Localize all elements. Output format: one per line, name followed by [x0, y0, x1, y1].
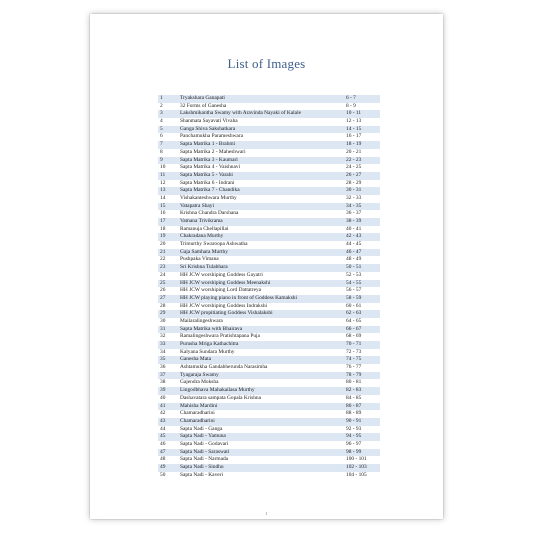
image-number: 45: [160, 433, 166, 440]
image-title: Chakradana Murthy: [180, 233, 224, 240]
image-title: Sapta Matrika with Bhairava: [180, 325, 243, 332]
image-number: 30: [160, 317, 166, 324]
image-number: 50: [160, 471, 166, 478]
table-row: [158, 318, 380, 326]
image-number: 2: [160, 102, 163, 109]
image-number: 46: [160, 440, 166, 447]
image-number: 41: [160, 402, 166, 409]
image-number: 9: [160, 156, 163, 163]
table-row: [158, 256, 380, 264]
image-pages: 40 - 41: [346, 225, 362, 232]
table-row: [158, 249, 380, 257]
image-title: Sapta Matrika 2 - Maheshwari: [180, 148, 246, 155]
table-row: [158, 157, 380, 165]
image-title: Ganesha Mata: [180, 356, 211, 363]
table-row: [158, 172, 380, 180]
image-number: 15: [160, 202, 166, 209]
image-pages: 42 - 43: [346, 233, 362, 240]
image-title: Sapta Nadi - Godavari: [180, 440, 229, 447]
image-number: 10: [160, 164, 166, 171]
image-pages: 82 - 83: [346, 387, 362, 394]
image-pages: 100 - 101: [346, 456, 367, 463]
table-row: [158, 472, 380, 480]
table-row: [158, 126, 380, 134]
image-pages: 78 - 79: [346, 371, 362, 378]
image-title: Mailaralingeshwara: [180, 317, 223, 324]
table-row: [158, 195, 380, 203]
image-pages: 32 - 33: [346, 194, 362, 201]
image-pages: 94 - 95: [346, 433, 362, 440]
table-row: [158, 441, 380, 449]
image-number: 3: [160, 110, 163, 117]
image-title: Tryakshara Ganapati: [180, 95, 225, 101]
image-number: 7: [160, 141, 163, 148]
image-pages: 104 - 105: [346, 471, 367, 478]
image-number: 44: [160, 425, 166, 432]
image-number: 23: [160, 264, 166, 271]
image-pages: 58 - 59: [346, 294, 362, 301]
image-pages: 28 - 29: [346, 179, 362, 186]
image-title: 32 Forms of Ganesha: [180, 102, 227, 109]
image-title: Dashavatara sampata Gopala Krishna: [180, 394, 261, 401]
image-title: Ganga Shiva Sakshatkara: [180, 125, 236, 132]
image-number: 22: [160, 256, 166, 263]
table-row: [158, 387, 380, 395]
image-pages: 10 - 11: [346, 110, 362, 117]
image-title: Sapta Nadi - Sindhu: [180, 464, 224, 470]
table-row: [158, 272, 380, 280]
image-title: Chamaradharini: [180, 410, 215, 417]
image-title: Chamaradharini: [180, 417, 215, 424]
table-row: [158, 433, 380, 441]
image-title: Sri Krishna Tulabhara: [180, 264, 228, 271]
image-title: Purusha Mriga Kathachitra: [180, 341, 239, 347]
image-number: 1: [160, 95, 163, 101]
image-title: HH JCW worshiping Goddess Gayatri: [180, 271, 263, 278]
image-title: Tyagaraja Swamy: [180, 371, 219, 378]
image-title: Trimurthy Swaroopa Ashwatha: [180, 241, 248, 248]
image-pages: 24 - 25: [346, 164, 362, 171]
image-number: 49: [160, 464, 166, 470]
page-title: List of Images: [227, 56, 306, 71]
table-row: [158, 218, 380, 226]
table-row: [158, 395, 380, 403]
image-pages: 88 - 89: [346, 410, 362, 417]
image-number: 32: [160, 333, 166, 340]
image-title: Ashtamukha Gandabherunda Narasimha: [180, 364, 268, 371]
table-row: [158, 241, 380, 249]
table-row: [158, 341, 380, 349]
image-title: Sapta Nadi - Narmada: [180, 456, 229, 463]
table-row: [158, 333, 380, 341]
image-pages: 62 - 63: [346, 310, 362, 317]
table-row: [158, 203, 380, 211]
table-row: [158, 418, 380, 426]
image-number: 12: [160, 179, 166, 186]
image-pages: 44 - 45: [346, 241, 362, 248]
image-number: 38: [160, 379, 166, 386]
table-row: [158, 426, 380, 434]
page-number: 1: [265, 511, 268, 516]
image-pages: 80 - 81: [346, 379, 362, 386]
image-pages: 14 - 15: [346, 125, 362, 132]
image-pages: 36 - 37: [346, 210, 362, 217]
image-number: 13: [160, 187, 166, 194]
table-row: [158, 464, 380, 472]
image-number: 21: [160, 248, 166, 255]
image-number: 24: [160, 271, 166, 278]
image-number: 39: [160, 387, 166, 394]
image-number: 48: [160, 456, 166, 463]
image-number: 17: [160, 218, 166, 224]
image-title: Kalyana Sundara Murthy: [180, 348, 235, 355]
image-pages: 92 - 93: [346, 425, 362, 432]
image-pages: 60 - 61: [346, 302, 362, 309]
image-title: HH JCW worshiping Goddess Meenakshi: [180, 279, 271, 286]
image-pages: 86 - 87: [346, 402, 362, 409]
image-pages: 20 - 21: [346, 148, 362, 155]
image-title: Sapta Nadi - Yamuna: [180, 433, 226, 440]
image-title: Sapta Nadi - Kaveri: [180, 471, 223, 478]
table-row: [158, 303, 380, 311]
table-row: [158, 372, 380, 380]
image-title: HH JCW worshiping Lord Dattatreya: [180, 287, 262, 294]
image-title: Sapta Nadi - Ganga: [180, 425, 223, 432]
table-row: [158, 149, 380, 157]
image-title: Gaja Samhara Murthy: [180, 248, 228, 255]
image-title: Sapta Nadi - Saraswati: [180, 448, 230, 455]
image-number: 19: [160, 233, 166, 240]
image-title: Sapta Matrika 5 - Varahi: [180, 171, 233, 178]
image-title: HH JCW playing piano in front of Goddess Kamakshi: [180, 294, 297, 301]
table-row: [158, 349, 380, 357]
image-pages: 6 - 7: [346, 95, 356, 101]
image-number: 25: [160, 279, 166, 286]
image-title: Sapta Matrika 6 - Indrani: [180, 179, 235, 186]
image-title: Ramanuja Chellapillai: [180, 225, 229, 232]
image-pages: 8 - 9: [346, 102, 356, 109]
image-title: Sapta Matrika 3 - Kaumari: [180, 156, 238, 163]
image-pages: 102 - 103: [346, 464, 367, 470]
table-row: [158, 295, 380, 303]
table-row: [158, 280, 380, 288]
table-row: [158, 95, 380, 103]
image-pages: 12 - 13: [346, 118, 362, 125]
table-row: [158, 456, 380, 464]
image-number: 33: [160, 341, 166, 347]
image-title: Lakshmikantha Swamy with Aravinda Nayaki of Kalale: [180, 110, 301, 117]
image-title: Sapta Matrika 7 - Chandika: [180, 187, 240, 194]
image-number: 29: [160, 310, 166, 317]
table-row: [158, 164, 380, 172]
image-title: HH JCW worshiping Goddess Indrakshi: [180, 302, 268, 309]
image-pages: 90 - 91: [346, 417, 362, 424]
image-title: Vishakanteshwara Murthy: [180, 194, 237, 201]
image-title: Mahisha Mardini: [180, 402, 218, 409]
image-number: 31: [160, 325, 166, 332]
image-number: 37: [160, 371, 166, 378]
table-row: [158, 118, 380, 126]
image-title: Sapta Matrika 4 - Vaishnavi: [180, 164, 241, 171]
table-row: [158, 187, 380, 195]
table-row: [158, 141, 380, 149]
image-number: 27: [160, 294, 166, 301]
image-pages: 72 - 73: [346, 348, 362, 355]
image-pages: 84 - 85: [346, 394, 362, 401]
table-row: [158, 180, 380, 188]
table-row: [158, 310, 380, 318]
table-row: [158, 233, 380, 241]
image-number: 40: [160, 394, 166, 401]
image-number: 36: [160, 364, 166, 371]
table-row: [158, 410, 380, 418]
image-number: 6: [160, 133, 163, 140]
image-pages: 16 - 17: [346, 133, 362, 140]
image-pages: 64 - 65: [346, 317, 362, 324]
image-pages: 98 - 99: [346, 448, 362, 455]
image-title: Ramalingeshwara Pratishtapana Puja: [180, 333, 260, 340]
image-pages: 96 - 97: [346, 440, 362, 447]
image-number: 5: [160, 125, 163, 132]
image-number: 26: [160, 287, 166, 294]
image-title: Sapta Matrika 1 - Brahmi: [180, 141, 236, 148]
image-pages: 52 - 53: [346, 271, 362, 278]
table-row: [158, 364, 380, 372]
table-row: [158, 326, 380, 334]
image-number: 16: [160, 210, 166, 217]
image-title: Krishna Chandra Darshana: [180, 210, 239, 217]
image-number: 34: [160, 348, 166, 355]
image-title: Panchamukha Parameshwara: [180, 133, 244, 140]
image-number: 8: [160, 148, 163, 155]
image-pages: 68 - 69: [346, 333, 362, 340]
table-row: [158, 379, 380, 387]
table-row: [158, 264, 380, 272]
image-number: 28: [160, 302, 166, 309]
table-row: [158, 449, 380, 457]
image-pages: 48 - 49: [346, 256, 362, 263]
image-title: Shanmata Sayavati Vivaha: [180, 118, 238, 125]
table-row: [158, 403, 380, 411]
image-number: 18: [160, 225, 166, 232]
image-pages: 74 - 75: [346, 356, 362, 363]
image-title: Gajendra Moksha: [180, 379, 219, 386]
image-number: 4: [160, 118, 163, 125]
image-pages: 38 - 39: [346, 218, 362, 224]
image-pages: 66 - 67: [346, 325, 362, 332]
image-title: Vamana Trivikrama: [180, 218, 223, 224]
image-pages: 54 - 55: [346, 279, 362, 286]
table-row: [158, 133, 380, 141]
image-title: Lingodbhava Mahakailasa Murthy: [180, 387, 255, 394]
image-pages: 46 - 47: [346, 248, 362, 255]
image-number: 11: [160, 171, 166, 178]
table-row: [158, 110, 380, 118]
image-pages: 26 - 27: [346, 171, 362, 178]
image-number: 14: [160, 194, 166, 201]
image-title: HH JCW propitiating Goddess Vishalakshi: [180, 310, 273, 317]
image-pages: 34 - 35: [346, 202, 362, 209]
image-pages: 22 - 23: [346, 156, 362, 163]
image-title: Pushpaka Vimana: [180, 256, 219, 263]
image-number: 42: [160, 410, 166, 417]
table-row: [158, 210, 380, 218]
table-row: [158, 356, 380, 364]
image-pages: 56 - 57: [346, 287, 362, 294]
image-number: 47: [160, 448, 166, 455]
image-title: Vatapatra Shayi: [180, 202, 214, 209]
image-number: 43: [160, 417, 166, 424]
document-page: [90, 14, 443, 519]
image-pages: 70 - 71: [346, 341, 362, 347]
image-number: 35: [160, 356, 166, 363]
image-pages: 30 - 31: [346, 187, 362, 194]
images-table: [158, 95, 380, 479]
table-row: [158, 287, 380, 295]
image-pages: 50 - 51: [346, 264, 362, 271]
image-number: 20: [160, 241, 166, 248]
image-pages: 76 - 77: [346, 364, 362, 371]
image-pages: 18 - 19: [346, 141, 362, 148]
table-row: [158, 226, 380, 234]
